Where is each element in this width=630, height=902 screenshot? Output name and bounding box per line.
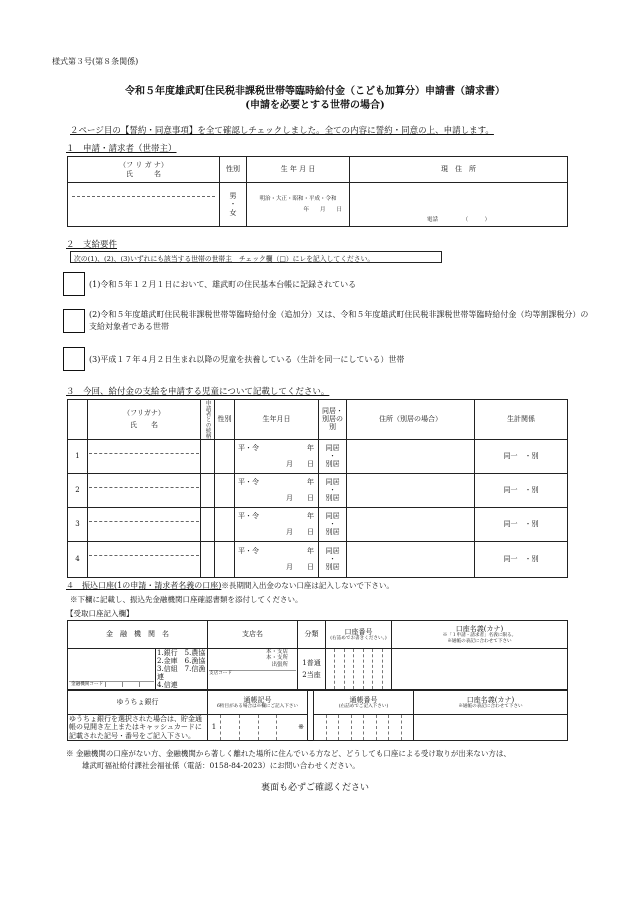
child-name-header: （フリガナ） 氏 名: [88, 400, 201, 440]
birth-header: 生 年 月 日: [247, 157, 350, 183]
child-birth-field[interactable]: 平・令 年 月 日: [235, 439, 319, 473]
account-number-field[interactable]: [326, 649, 392, 690]
child-livelihood-field[interactable]: 同一 ・別: [475, 507, 568, 541]
child-livelihood-field[interactable]: 同一 ・別: [475, 439, 568, 473]
child-address-field[interactable]: [347, 439, 475, 473]
branch-field[interactable]: 本・支店 本・支所 出張所 支店コード: [208, 649, 298, 690]
relation-header: 申請者との続柄: [201, 400, 215, 440]
account-holder-field[interactable]: [392, 649, 568, 690]
child-row: [68, 473, 568, 507]
yucho-holder-field[interactable]: [414, 715, 568, 741]
child-birth-field[interactable]: 平・令 年 月 日: [235, 473, 319, 507]
child-relation-field[interactable]: [201, 541, 215, 577]
child-sex-field[interactable]: [215, 507, 235, 541]
yucho-header: ゆうちょ銀行: [68, 691, 208, 715]
applicant-birth-field[interactable]: 明治・大正・昭和・平成・令和 年 月 日: [247, 183, 350, 227]
child-name-field[interactable]: [88, 473, 201, 507]
child-relation-field[interactable]: [201, 507, 215, 541]
footer-reminder: 裏面も必ずご確認ください: [260, 783, 369, 793]
child-cohabit-field[interactable]: 同居 ・ 別居: [319, 507, 347, 541]
address-header: 現 住 所: [350, 157, 568, 183]
bank-account-table: [67, 620, 568, 690]
child-sex-field[interactable]: [215, 473, 235, 507]
child-address-field[interactable]: [347, 507, 475, 541]
child-birth-header: 生年月日: [235, 400, 319, 440]
yucho-account-table: [67, 690, 568, 741]
account-holder-header: 口座名義(カナ) ※「１申請・請求者」名義に限る。 ※通帳の表記に合わせて下さい: [392, 621, 568, 649]
children-table: [67, 399, 568, 578]
applicant-sex-field[interactable]: 男 ・ 女: [220, 183, 247, 227]
child-row: [68, 507, 568, 541]
livelihood-header: 生計関係: [475, 400, 568, 440]
requirement2-text: (2)令和５年度雄武町住民税非課税世帯等臨時給付金（追加分）又は、令和５年度雄武町住民税非課税世帯等臨時給付金（均等割課税分）の支給対象者である世帯: [89, 310, 589, 332]
tsucho-number-field[interactable]: [314, 715, 414, 741]
child-sex-field[interactable]: [215, 541, 235, 577]
yucho-holder-header: 口座名義(カナ) ※通帳の表記に合わせて下さい: [414, 691, 568, 715]
form-number: 様式第３号(第８条関係): [52, 57, 139, 66]
child-cohabit-field[interactable]: 同居 ・ 別居: [319, 541, 347, 577]
yucho-note: ゆうちょ銀行を選択された場合は、貯金通帳の見開き左上またはキャッシュカードに記載された記号・番号をご記入下さい。: [68, 715, 208, 741]
child-livelihood-field[interactable]: 同一 ・別: [475, 541, 568, 577]
tsucho-number-header: 通帳番号 (右詰めでご記入下さい): [314, 691, 414, 715]
bank-name-field[interactable]: 金融機関コード: [68, 649, 156, 690]
account-type-field[interactable]: 1普通 2当座: [298, 649, 326, 690]
child-row-number: 2: [68, 473, 88, 507]
kigo-header: 通帳記号 6桁目がある場合は※欄にご記入下さい: [208, 691, 308, 715]
child-sex-header: 性別: [215, 400, 235, 440]
section2-heading: ２ 支給要件: [66, 240, 118, 250]
child-relation-field[interactable]: [201, 473, 215, 507]
requirement2-checkbox[interactable]: [63, 309, 85, 333]
requirement1-text: (1)令和５年１２月１日において、雄武町の住民基本台帳に記録されている: [89, 280, 357, 289]
requirement3-text: (3)平成１７年４月２日生まれ以降の児童を扶養している（生計を同一にしている）世帯: [89, 355, 405, 364]
branch-header: 支店名: [208, 621, 298, 649]
child-address-field[interactable]: [347, 473, 475, 507]
bank-type-options[interactable]: 1.銀行 5.農協 2.金庫 6.漁協 3.信組 7.信漁連 4.信連: [156, 649, 208, 690]
kigo-field[interactable]: 1 ※: [208, 715, 308, 741]
child-address-header: 住所（別居の場合）: [347, 400, 475, 440]
applicant-address-field[interactable]: 電話 （ ）: [350, 183, 568, 227]
cohabit-header: 同居・別居の別: [319, 400, 347, 440]
section1-heading: １ 申請・請求者（世帯主）: [66, 144, 177, 154]
requirement1-checkbox[interactable]: [63, 272, 85, 296]
child-name-field[interactable]: [88, 439, 201, 473]
bank-name-header: 金 融 機 関 名: [68, 621, 208, 649]
category-header: 分類: [298, 621, 326, 649]
child-row-number: 1: [68, 439, 88, 473]
child-birth-field[interactable]: 平・令 年 月 日: [235, 541, 319, 577]
child-address-field[interactable]: [347, 541, 475, 577]
applicant-name-field[interactable]: [68, 183, 220, 227]
child-cohabit-field[interactable]: 同居 ・ 別居: [319, 473, 347, 507]
consent-statement: ２ページ目の【誓約・同意事項】を全て確認しチェックしました。全ての内容に誓約・同意の上、申請します。: [70, 126, 494, 136]
child-cohabit-field[interactable]: 同居 ・ 別居: [319, 439, 347, 473]
form-subtitle: (申請を必要とする世帯の場合): [245, 100, 385, 111]
child-sex-field[interactable]: [215, 439, 235, 473]
section4-subnote: ※下欄に記載し、振込先金融機関口座確認書類を添付してください。: [70, 595, 303, 604]
requirement3-checkbox[interactable]: [63, 347, 85, 371]
bottom-note-line1: ※ 金融機関の口座がない方、金融機関から著しく離れた場所に住んでいる方など、どうしても口座による受け取りが出来ない方は、: [66, 749, 511, 758]
child-livelihood-field[interactable]: 同一 ・別: [475, 473, 568, 507]
form-title: 令和５年度雄武町住民税非課税世帯等臨時給付金（こども加算分）申請書（請求書）: [125, 86, 505, 97]
child-relation-field[interactable]: [201, 439, 215, 473]
child-row: [68, 439, 568, 473]
child-name-field[interactable]: [88, 541, 201, 577]
child-row-number: 4: [68, 541, 88, 577]
section4-heading: ４ 振込口座(1の申請・請求者名義の口座)※長期間入出金のない口座は記入しないで下さい。: [66, 581, 394, 590]
child-name-field[interactable]: [88, 507, 201, 541]
account-number-header: 口座番号 (右詰めでお書きください。): [326, 621, 392, 649]
furigana-header: （フ リ ガ ナ） 氏 名: [68, 157, 220, 183]
child-row-number: 3: [68, 507, 88, 541]
account-box-label: 【受取口座記入欄】: [66, 609, 134, 618]
requirements-instruction: 次の(1)、(2)、(3)いずれにも該当する世帯の世帯主 チェック欄（□）にレを記入してください。: [70, 251, 442, 263]
sex-header: 性別: [220, 157, 247, 183]
applicant-table: [67, 156, 568, 227]
child-row: [68, 541, 568, 577]
bottom-note-line2: 雄武町福祉給付課社会福祉係（電話：0158-84-2023）にお問い合わせください。: [82, 761, 360, 770]
section3-heading: ３ 今回、給付金の支給を申請する児童について記載してください。: [66, 387, 330, 397]
child-birth-field[interactable]: 平・令 年 月 日: [235, 507, 319, 541]
